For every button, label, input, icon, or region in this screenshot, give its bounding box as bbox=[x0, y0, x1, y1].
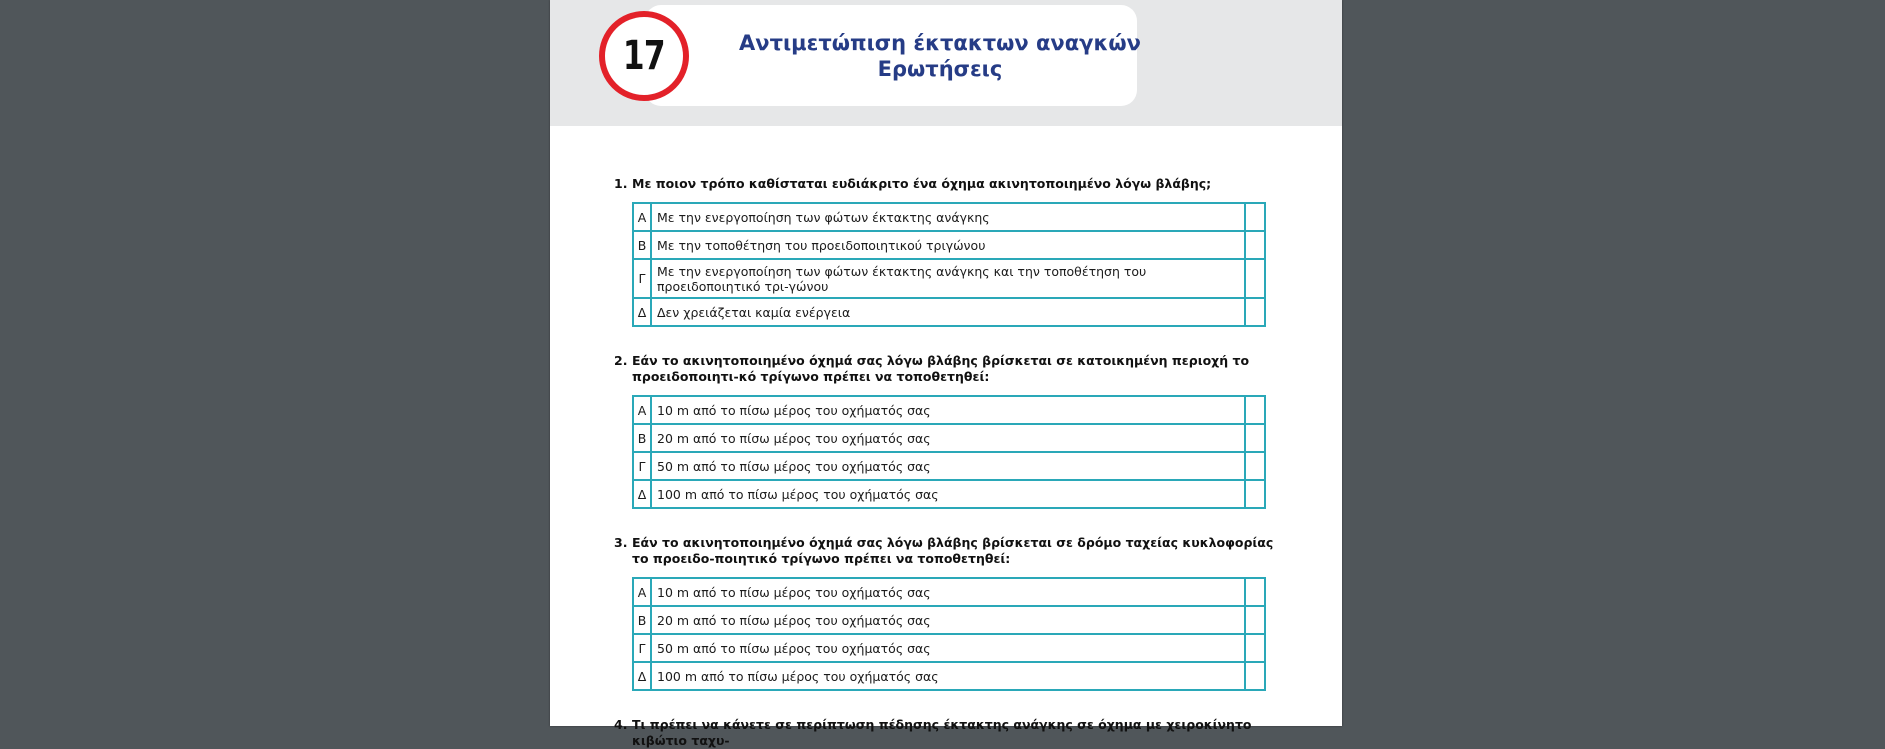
question-number: 1. bbox=[614, 176, 628, 191]
answer-row[interactable] bbox=[633, 452, 1265, 480]
answer-letter: Α bbox=[633, 396, 651, 424]
answer-text: Με την ενεργοποίηση των φώτων έκτακτης ανάγκης bbox=[651, 203, 1245, 231]
answer-checkbox[interactable] bbox=[1245, 606, 1265, 634]
answer-letter: Γ bbox=[633, 452, 651, 480]
answer-row[interactable] bbox=[633, 203, 1265, 231]
answer-text: 10 m από το πίσω μέρος του οχήματός σας bbox=[651, 578, 1245, 606]
answer-letter: Γ bbox=[633, 259, 651, 298]
question-4 bbox=[614, 717, 1274, 749]
page-header bbox=[550, 0, 1342, 126]
answer-text: Με την ενεργοποίηση των φώτων έκτακτης ανάγκης και την τοποθέτηση του προειδοποιητικό τρι-γώνου bbox=[651, 259, 1245, 298]
question-prompt: Τι πρέπει να κάνετε σε περίπτωση πέδησης έκτακτης ανάγκης σε όχημα με χειροκίνητο κιβώτιο ταχυ- bbox=[632, 717, 1252, 748]
answer-checkbox[interactable] bbox=[1245, 396, 1265, 424]
answer-letter: Β bbox=[633, 606, 651, 634]
answer-table bbox=[632, 395, 1266, 509]
answer-text: 50 m από το πίσω μέρος του οχήματός σας bbox=[651, 634, 1245, 662]
question-text bbox=[614, 176, 1274, 192]
answer-letter: Δ bbox=[633, 662, 651, 690]
answer-table bbox=[632, 577, 1266, 691]
chapter-title bbox=[730, 30, 1150, 82]
chapter-number: 17 bbox=[623, 33, 665, 79]
answer-row[interactable] bbox=[633, 298, 1265, 326]
answer-text: 50 m από το πίσω μέρος του οχήματός σας bbox=[651, 452, 1245, 480]
answer-checkbox[interactable] bbox=[1245, 634, 1265, 662]
question-1 bbox=[614, 176, 1274, 320]
chapter-title-line1: Αντιμετώπιση έκτακτων αναγκών bbox=[739, 31, 1141, 55]
answer-text: 10 m από το πίσω μέρος του οχήματός σας bbox=[651, 396, 1245, 424]
document-page bbox=[550, 0, 1342, 748]
question-number: 2. bbox=[614, 353, 628, 368]
answer-text: 20 m από το πίσω μέρος του οχήματός σας bbox=[651, 606, 1245, 634]
question-2 bbox=[614, 353, 1274, 502]
question-number: 3. bbox=[614, 535, 628, 550]
answer-letter: Δ bbox=[633, 298, 651, 326]
answer-row[interactable] bbox=[633, 424, 1265, 452]
answer-row[interactable] bbox=[633, 634, 1265, 662]
answer-text: 20 m από το πίσω μέρος του οχήματός σας bbox=[651, 424, 1245, 452]
answer-checkbox[interactable] bbox=[1245, 203, 1265, 231]
answer-letter: Β bbox=[633, 231, 651, 259]
chapter-title-line2: Ερωτήσεις bbox=[877, 57, 1003, 81]
question-number: 4. bbox=[614, 717, 628, 732]
question-prompt: Εάν το ακινητοποιημένο όχημά σας λόγω βλάβης βρίσκεται σε δρόμο ταχείας κυκλοφορίας το προειδο-ποιητικό τρίγωνο πρέπει να τοποθετηθεί: bbox=[632, 535, 1274, 566]
answer-row[interactable] bbox=[633, 231, 1265, 259]
answer-checkbox[interactable] bbox=[1245, 480, 1265, 508]
answer-row[interactable] bbox=[633, 396, 1265, 424]
answer-checkbox[interactable] bbox=[1245, 578, 1265, 606]
answer-text: Με την τοποθέτηση του προειδοποιητικού τριγώνου bbox=[651, 231, 1245, 259]
answer-letter: Γ bbox=[633, 634, 651, 662]
answer-letter: Α bbox=[633, 203, 651, 231]
answer-row[interactable] bbox=[633, 606, 1265, 634]
answer-letter: Α bbox=[633, 578, 651, 606]
answer-text: Δεν χρειάζεται καμία ενέργεια bbox=[651, 298, 1245, 326]
answer-checkbox[interactable] bbox=[1245, 298, 1265, 326]
answer-checkbox[interactable] bbox=[1245, 259, 1265, 298]
question-text bbox=[614, 535, 1274, 567]
answer-row[interactable] bbox=[633, 662, 1265, 690]
answer-checkbox[interactable] bbox=[1245, 662, 1265, 690]
answer-row[interactable] bbox=[633, 578, 1265, 606]
chapter-badge bbox=[599, 11, 689, 101]
question-text bbox=[614, 717, 1274, 749]
question-prompt: Εάν το ακινητοποιημένο όχημά σας λόγω βλάβης βρίσκεται σε κατοικημένη περιοχή το προειδοποιητι-κό τρίγωνο πρέπει να τοποθετηθεί: bbox=[632, 353, 1250, 384]
answer-text: 100 m από το πίσω μέρος του οχήματός σας bbox=[651, 662, 1245, 690]
answer-table bbox=[632, 202, 1266, 327]
answer-row[interactable] bbox=[633, 480, 1265, 508]
answer-checkbox[interactable] bbox=[1245, 231, 1265, 259]
answer-letter: Β bbox=[633, 424, 651, 452]
answer-text: 100 m από το πίσω μέρος του οχήματός σας bbox=[651, 480, 1245, 508]
question-3 bbox=[614, 535, 1274, 684]
question-text bbox=[614, 353, 1274, 385]
answer-letter: Δ bbox=[633, 480, 651, 508]
question-prompt: Με ποιον τρόπο καθίσταται ευδιάκριτο ένα όχημα ακινητοποιημένο λόγω βλάβης; bbox=[632, 176, 1212, 191]
answer-checkbox[interactable] bbox=[1245, 452, 1265, 480]
answer-checkbox[interactable] bbox=[1245, 424, 1265, 452]
answer-row[interactable] bbox=[633, 259, 1265, 298]
